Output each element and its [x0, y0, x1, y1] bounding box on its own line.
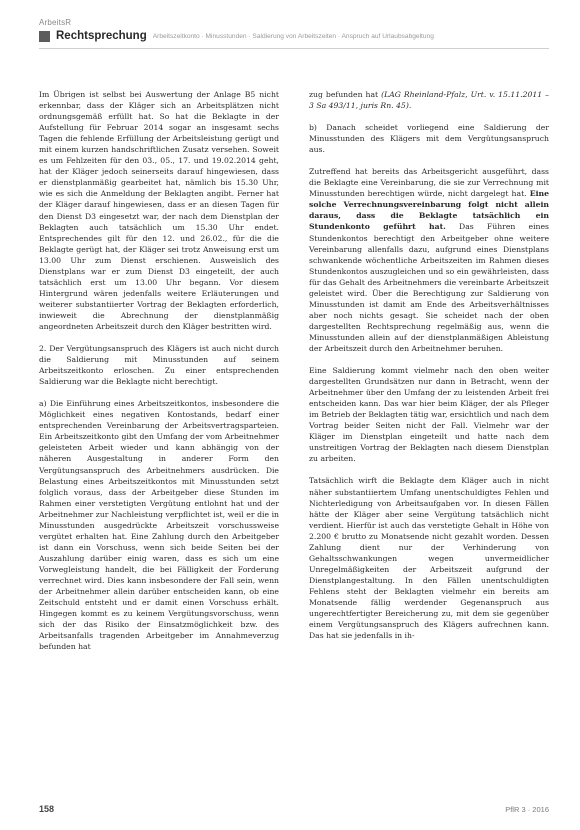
paragraph: [309, 89, 549, 111]
paragraph-text: Das Führen eines Stundenkontos berechtigt den Arbeitgeber ohne weitere Vereinbarung allenfalls dazu, aufgrund eines Dienstplans schwankende wöchentliche Arbeitszeiten im Rahmen dieses Stundenkontos auszugleichen und so ein gewährleisten, dass für das Gehalt des Arbeitnehmers die vereinbarte Arbeitszeit geleistet wird. Über die Berechtigung zur Saldierung von Minusstunden ist damit am Ende des Arbeitsverhältnisses aber noch nichts gesagt. Sie scheidet nach der oben dargestellten Rechtsprechung regelmäßig aus, wenn die Minusstunden allein auf der dienstplanmäßigen Ableistung der Arbeitszeit durch den Arbeitnehmer beruhen.: [309, 222, 549, 353]
header-divider: [39, 48, 549, 49]
paragraph: b) Danach scheidet vorliegend eine Saldierung der Minusstunden des Klägers mit dem Vergütungsanspruch aus.: [309, 123, 549, 155]
section-topics: Arbeitszeitkonto · Minusstunden · Saldierung von Arbeitszeiten · Anspruch auf Urlaubsabgeltung: [152, 32, 434, 40]
right-column: [309, 89, 549, 789]
paragraph: Eine Saldierung kommt vielmehr nach den oben weiter dargestellten Grundsätzen nur dann in Betracht, wenn der Arbeitnehmer über den Umfang der zu leistenden Arbeit frei entscheiden kann. Das war hier beim Kläger, der als Pfleger im Betrieb der Beklagten tätig war, ersichtlich und nach dem Vortrag beider Seiten nicht der Fall. Vielmehr war der Kläger im Dienstplan eingeteilt und hatte nach dem unstreitigen Vortrag der Beklagten nach diesem Dienstplan zu arbeiten.: [309, 366, 549, 464]
paragraph: 2. Der Vergütungsanspruch des Klägers ist auch nicht durch die Saldierung mit Minusstunden auf seinem Arbeitszeitkonto erloschen. Zu einer entsprechenden Saldierung war die Beklagte nicht berechtigt.: [39, 344, 279, 387]
body-columns: [39, 89, 549, 789]
paragraph-text: Zutreffend hat bereits das Arbeitsgericht ausgeführt, dass die Beklagte eine Vereinbarung, die sie zur Verrechnung mit Minusstunden berechtigen würde, nicht dargelegt hat.: [309, 167, 549, 199]
section-marker-square: [39, 31, 50, 42]
paragraph: a) Die Einführung eines Arbeitszeitkontos, insbesondere die Möglichkeit eines negativen Kontostands, bedarf einer entsprechenden Vereinbarung der Arbeitsvertragsparteien. Ein Arbeitszeitkonto gibt den Umfang der vom Arbeitnehmer geleisteten Arbeit wieder und kann abhängig von der näheren Ausgestaltung in anderer Form den Vergütungsanspruch des Arbeitnehmers ausdrücken. Die Belastung eines Arbeitszeitkontos mit Minusstunden setzt folglich voraus, dass der Arbeitgeber diese Stunden im Rahmen einer verstetigten Vergütung entlohnt hat und der Arbeitnehmer zur Nachleistung verpflichtet ist, weil er die in Minusstunden ausgedrückte Arbeitszeit vorschussweise vergütet erhalten hat. Eine Zahlung durch den Arbeitgeber ist dann ein Vorschuss, wenn sich beide Seiten bei der Auszahlung darüber einig waren, dass es sich um eine Vorwegleistung handelt, die bei Fälligkeit der Forderung verrechnet wird. Dies kann insbesondere der Fall sein, wenn der Arbeitnehmer allein darüber entscheiden kann, ob eine Zeitschuld entsteht und er damit einen Vorschuss erhält. Hingegen kommt es zu keinem Vergütungsvorschuss, wenn sich der das Risiko der Einsatzmöglichkeit bzw. des Arbeitsanfalls tragenden Arbeitgeber im Annahmeverzug befunden hat: [39, 399, 279, 652]
page-number: 158: [39, 804, 55, 814]
paragraph: Im Übrigen ist selbst bei Auswertung der Anlage B5 nicht erkennbar, dass der Kläger sich an Arbeitsplätzen nicht ordnungsgemäß erfüllt hat. So hat die Beklagte in der Aufstellung für Februar 2014 sogar an insgesamt sechs Tagen die fehlende Erfüllung der Arbeitsleistung gerügt und mit einem kurzen handschriftlichen Zusatz versehen. Soweit es um Fehlzeiten für den 03., 05., 17. und 19.02.2014 geht, hat der Kläger jedoch seinerseits darauf hingewiesen, dass er dienstplanmäßig gearbeitet hat, nämlich bis 15.30 Uhr, wie es sich die Anmeldung der Beklagten angibt. Ferner hat der Kläger darauf hingewiesen, dass er an diesen Tagen für den Dienst D3 eingesetzt war, der nach dem Dienstplan der Beklagten auch tatsächlich um 15.30 Uhr endet. Entsprechendes gilt für den 12. und 26.02., für die die Beklagte gerügt hat, der Kläger sei trotz Anweisung erst um 13.00 Uhr zum Dienst erschienen. Ausweislich des Dienstplans war er zum Dienst D3 eingeteilt, der auch tatsächlich erst um 13.00 Uhr begann. Vor diesem Hintergrund wären jedenfalls weitere Erläuterungen und weiterer substantiierter Vortrag der Beklagten erforderlich, inwieweit die Abrechnung der dienstplanmäßig angeordneten Arbeitszeit durch den Kläger bestritten wird.: [39, 90, 279, 331]
emphasized-statement: Eine solche Verrechnungsvereinbarung folgt nicht allein daraus, dass die Beklagte tatsächlich ein Stundenkonto geführt hat.: [309, 189, 549, 232]
case-citation: (LAG Rheinland-Pfalz, Urt. v. 15.11.2011 – 3 Sa 493/11, juris Rn. 45).: [309, 90, 549, 111]
paragraph: Tatsächlich wirft die Beklagte dem Kläger auch in nicht näher substantiiertem Umfang unentschuldigtes Fehlen und Nichterledigung von Arbeitsaufgaben vor. In diesen Fällen hätte der Kläger aber seine Vergütung tatsächlich nicht verdient. Hierfür ist auch das verstetigte Gehalt in Höhe von 2.200 € brutto zu Monatsende nicht gezahlt worden. Dessen Zahlung dient nur der Verhinderung von Gehaltsschwankungen wegen unvermeidlicher Unregelmäßigkeiten der Arbeitszeit aufgrund der Dienstplangestaltung. In den Fällen unentschuldigten Fehlens steht der Beklagten vielmehr ein bereits am Monatsende fällig werdender Gegenanspruch aus ungerechtfertigter Bereicherung zu, mit dem sie gegenüber einem Vergütungsanspruch des Klägers aufrechnen kann. Das hat sie jedenfalls in ih-: [309, 476, 549, 641]
running-label: ArbeitsR: [39, 18, 72, 27]
section-title: Rechtsprechung: [56, 30, 147, 42]
journal-issue: PflR 3 · 2016: [505, 805, 549, 814]
section-header: [39, 29, 549, 43]
left-column: [39, 89, 279, 789]
paragraph-text: zug befunden hat: [309, 90, 382, 99]
paragraph: [309, 166, 549, 354]
